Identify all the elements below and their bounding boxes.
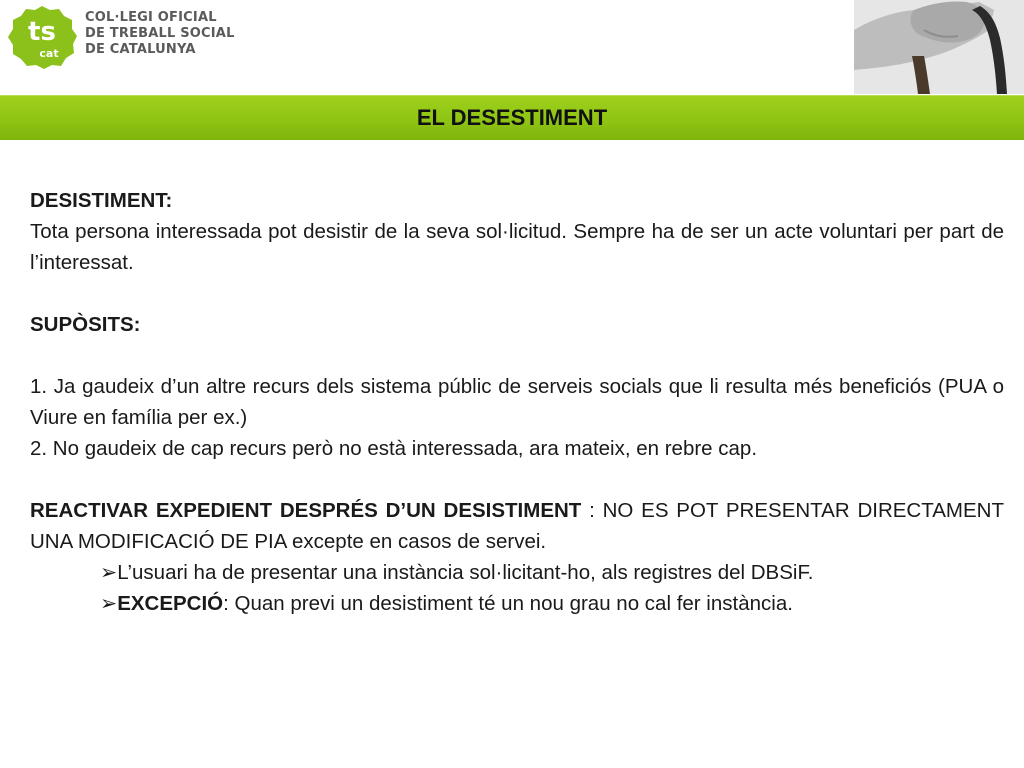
desistiment-heading: DESISTIMENT: — [30, 189, 173, 212]
bullet-item-1 — [30, 557, 1004, 588]
bullet-text: : Quan previ un desistiment té un nou grau no cal fer instància. — [223, 592, 793, 615]
org-line: DE TREBALL SOCIAL — [85, 26, 235, 41]
suposit-item-1: 1. Ja gaudeix d’un altre recurs dels sistema públic de serveis socials que li resulta més beneficiós (PUA o Viure en família per ex.) — [30, 375, 1004, 429]
arrow-bullet-icon: ➢ — [100, 561, 118, 584]
org-line: DE CATALUNYA — [85, 42, 196, 57]
arrow-bullet-icon: ➢ — [100, 592, 118, 615]
reactivar-heading: REACTIVAR EXPEDIENT DESPRÉS D’UN DESISTIMENT — [30, 499, 582, 522]
desistiment-text: Tota persona interessada pot desistir de la seva sol·licitud. Sempre ha de ser un acte voluntari per part de l’interessat. — [30, 220, 1004, 274]
suposits-heading: SUPÒSITS: — [30, 313, 141, 336]
slide-content — [30, 185, 1004, 619]
suposit-item-2: 2. No gaudeix de cap recurs però no està interessada, ara mateix, en rebre cap. — [30, 437, 758, 460]
organization-name — [85, 10, 235, 58]
reactivar-paragraph — [30, 495, 1004, 557]
logo-text: cat — [39, 47, 59, 60]
header — [0, 0, 1024, 96]
hand-cane-photo — [854, 0, 1024, 94]
org-line: COL·LEGI OFICIAL — [85, 10, 217, 25]
bullet-item-2 — [30, 588, 1004, 619]
exception-label: EXCEPCIÓ — [117, 592, 224, 615]
bullet-text: L’usuari ha de presentar una instància sol·licitant-ho, als registres del DBSiF. — [117, 561, 814, 584]
page-title: EL DESESTIMENT — [416, 105, 608, 130]
svg-text:ts: ts — [28, 17, 56, 47]
college-logo — [6, 4, 78, 70]
title-band — [0, 95, 1024, 140]
reactivar-text: : NO ES POT PRESENTAR DIRECTAMENT UNA MODIFICACIÓ DE PIA excepte en casos de servei. — [30, 499, 1004, 553]
